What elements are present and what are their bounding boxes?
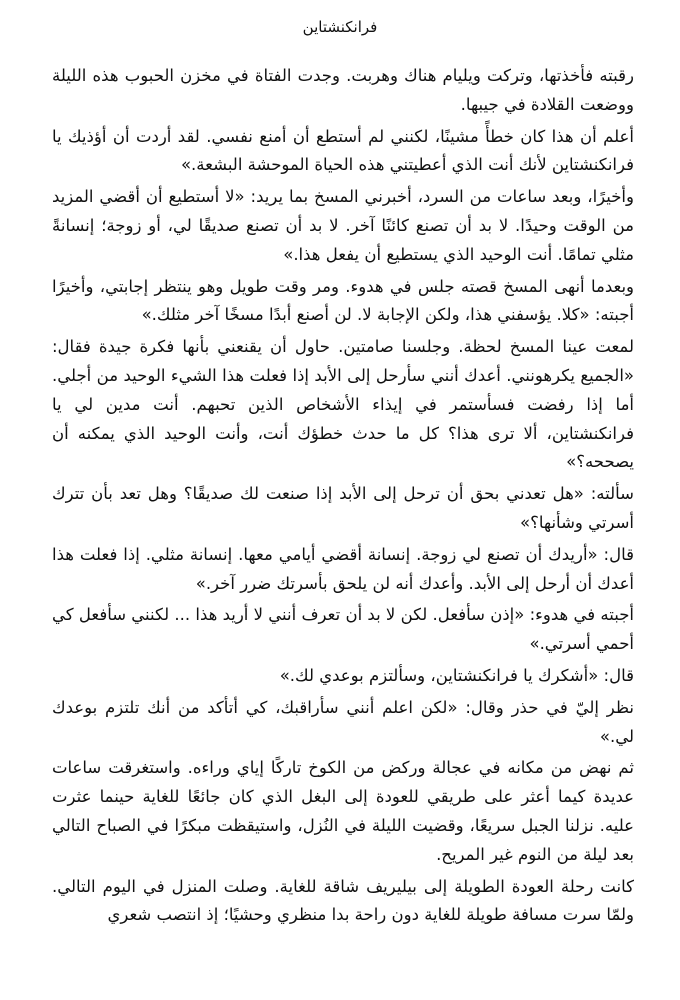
paragraph: نظر إليّ في حذر وقال: «لكن اعلم أنني سأراقبك، كي أتأكد من أنك تلتزم بوعدك لي.» (52, 697, 634, 746)
paragraph: ثم نهض من مكانه في عجالة وركض من الكوخ تاركًا إياي وراءه. واستغرقت ساعات عديدة كيما أعثر على طريقي للعودة إلى البغل الذي كان جائعًا للغاية حينما عثرت عليه. نزلنا الجبل سريعًا، وقضيت الليلة في النُزل، واستيقظت مبكرًا في الصباح التالي بعد ليلة من النوم غير المريح. (52, 758, 634, 864)
paragraph: وأخيرًا، وبعد ساعات من السرد، أخبرني المسخ بما يريد: «لا أستطيع أن أقضي المزيد من الوقت وحيدًا. لا بد أن تصنع كائنًا آخر. لا بد أن تصنع صديقًا لي، أو زوجة؛ إنسانةً مثلي تمامًا. أنت الوحيد الذي يستطيع أن يفعل هذا.» (52, 187, 634, 264)
paragraph: أجبته في هدوء: «إذن سأفعل. لكن لا بد أن تعرف أنني لا أريد هذا ... لكنني سأفعل كي أحمي أسرتي.» (52, 605, 634, 654)
paragraph: سألته: «هل تعدني بحق أن ترحل إلى الأبد إذا صنعت لك صديقًا؟ وهل تعد بأن تترك أسرتي وشأنها؟» (52, 484, 634, 532)
paragraph: كانت رحلة العودة الطويلة إلى بيليريف شاقة للغاية. وصلت المنزل في اليوم التالي. ولمّا سرت مسافة طويلة للغاية دون راحة بدا منظري وحشيًا؛ إذ انتصب شعري (52, 876, 634, 925)
paragraph: رقبته فأخذتها، وتركت ويليام هناك وهربت. وجدت الفتاة في مخزن الحبوب هذه الليلة ووضعت القلادة في جيبها. (52, 66, 634, 114)
page-body (52, 62, 634, 933)
paragraph: أعلم أن هذا كان خطأً مشينًا، لكنني لم أستطع أن أمنع نفسي. لقد أردت أن أؤذيك يا فرانكنشتاين لأنك أنت الذي أعطيتني هذه الحياة الموحشة البشعة.» (52, 126, 634, 175)
paragraph: قال: «أشكرك يا فرانكنشتاين، وسألتزم بوعدي لك.» (279, 665, 634, 685)
paragraph: قال: «أريدك أن تصنع لي زوجة. إنسانة أقضي أيامي معها. إنسانة مثلي. إذا فعلت هذا أعدك أن أرحل إلى الأبد. وأعدك أنه لن يلحق بأسرتك ضرر آخر.» (52, 544, 634, 593)
paragraph: وبعدما أنهى المسخ قصته جلس في هدوء. ومر وقت طويل وهو ينتظر إجابتي، وأخيرًا أجبته: «كلا. يؤسفني هذا، ولكن الإجابة لا. لن أصنع أبدًا مسخًا آخر مثلك.» (52, 276, 634, 325)
running-header: فرانكنشتاين (302, 18, 378, 36)
paragraph: لمعت عينا المسخ لحظة. وجلسنا صامتين. حاول أن يقنعني بأنها فكرة جيدة فقال: «الجميع يكرهونني. أعدك أنني سأرحل إلى الأبد إذا فعلت هذا الشيء الوحيد من أجلي. أما إذا رفضت فسأستمر في إيذاء الأشخاص الذين تحبهم. أنت مدين لي يا فرانكنشتاين، ألا ترى هذا؟ كل ما حدث خطؤك أنت، وأنت الوحيد الذي يمكنه أن يصححه؟» (52, 337, 634, 472)
